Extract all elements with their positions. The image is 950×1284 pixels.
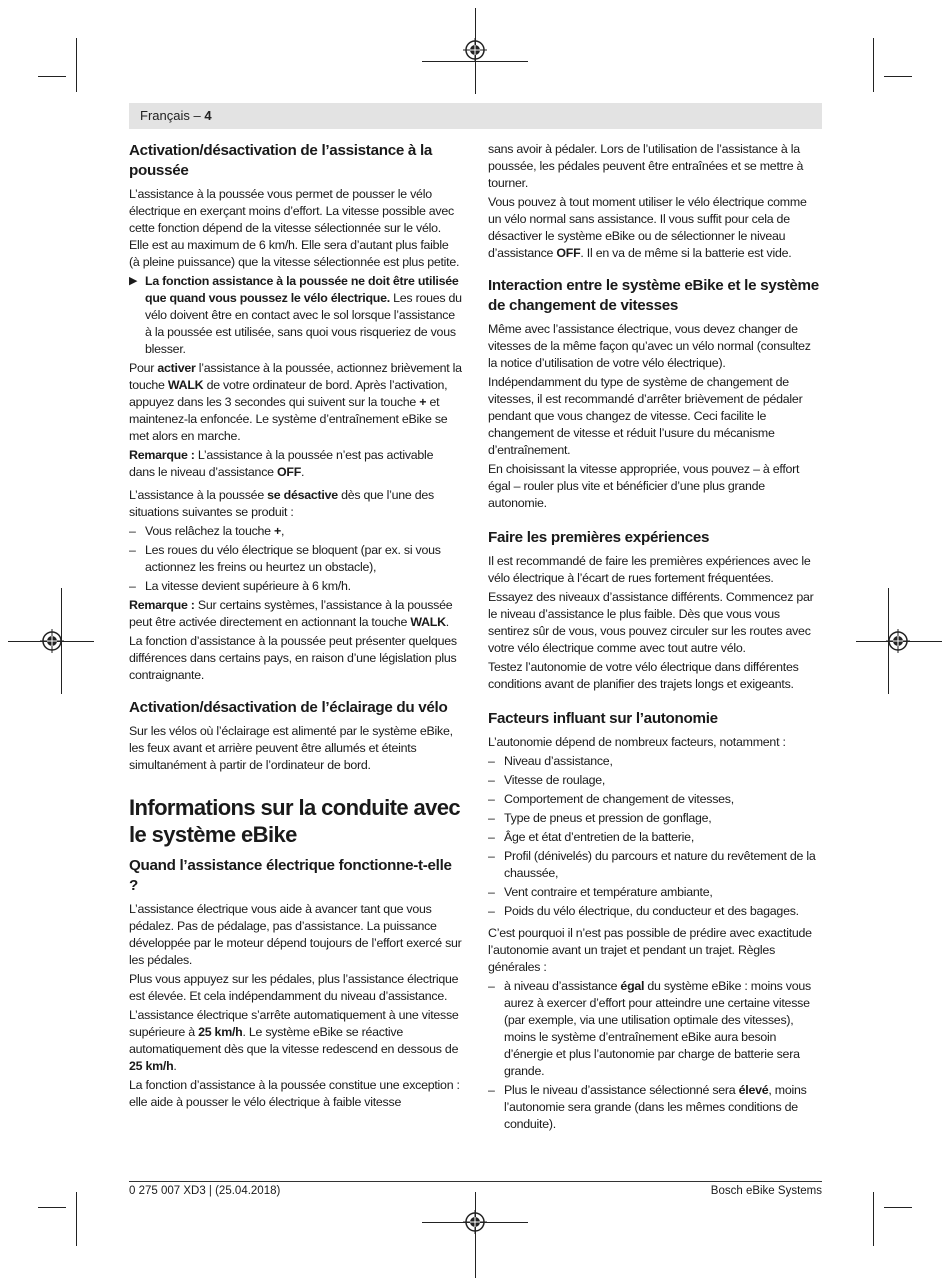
- paragraph: L’autonomie dépend de nombreux facteurs, notamment :: [488, 735, 786, 749]
- text-run: .: [173, 1059, 177, 1073]
- text-run: de votre ordinateur de bord. Après l’activation, appuyez dans les 3 secondes qui suivent sur la touche: [129, 378, 448, 409]
- footer-brand: Bosch eBike Systems: [710, 1185, 822, 1197]
- crop-mark: [884, 1207, 912, 1208]
- text-run-bold: +: [274, 524, 282, 538]
- paragraph: sans avoir à pédaler. Lors de l’utilisation de l’assistance à la poussée, les pédales peuvent être entraînées et se mettre à tourner.: [488, 142, 804, 190]
- crop-mark: [873, 1192, 874, 1246]
- paragraph: [488, 194, 821, 262]
- paragraph: Plus vous appuyez sur les pédales, plus l’assistance électrique est élevée. Et cela indépendamment du niveau d’assistance.: [129, 972, 459, 1003]
- text-run: L’assistance électrique s’arrête automatiquement à une vitesse supérieure à: [129, 1008, 459, 1039]
- warning-text: Les roues du vélo doivent être en contact avec le sol lorsque l’assistance à la poussée est utilisée, sans quoi vous risqueriez de vous blesser.: [145, 291, 462, 356]
- paragraph: En choisissant la vitesse appropriée, vous pouvez – à effort égal – rouler plus vite et bénéficier d’une plus grande autonomie.: [488, 462, 800, 510]
- registration-line: [475, 1192, 476, 1278]
- paragraph: Testez l’autonomie de votre vélo électrique dans différentes conditions avant de planifier des trajets longs et exigeants.: [488, 660, 799, 691]
- crop-mark: [873, 38, 874, 92]
- section-title: Interaction entre le système eBike et le système de changement de vitesses: [488, 277, 819, 314]
- remark: [129, 447, 462, 481]
- remark-label: Remarque :: [129, 598, 195, 612]
- text-run: L’assistance à la poussée n’est pas activable dans le niveau d’assistance: [129, 448, 434, 479]
- text-run-bold: WALK: [410, 615, 446, 629]
- paragraph: L’assistance électrique vous aide à avancer tant que vous pédalez. Pas de pédalage, pas d’assistance. La puissance développée par le moteur dépend toujours de l’effort exercé sur les pédales.: [129, 902, 462, 967]
- text-run-bold: élevé: [738, 1083, 769, 1097]
- paragraph: La fonction d’assistance à la poussée constitue une exception : elle aide à pousser le vélo électrique à faible vitesse: [129, 1078, 460, 1109]
- paragraph: Il est recommandé de faire les premières expériences avec le vélo électrique à l’écart de rues fortement fréquentées.: [488, 554, 811, 585]
- paragraph: [129, 360, 462, 445]
- crop-mark: [76, 38, 77, 92]
- registration-mark-icon: [463, 1210, 487, 1234]
- list-item: – Poids du vélo électrique, du conducteur et des bagages.: [488, 903, 821, 920]
- crop-mark: [884, 76, 912, 77]
- section-title: Facteurs influant sur l’autonomie: [488, 710, 718, 727]
- list-item: – Les roues du vélo électrique se bloquent (par ex. si vous actionnez les freins ou heurtez un obstacle),: [129, 542, 462, 576]
- text-run: .: [445, 615, 449, 629]
- text-run: l’assistance à la poussée, actionnez brièvement la touche: [129, 361, 462, 392]
- header-language: Français –: [140, 108, 201, 123]
- paragraph: La fonction d’assistance à la poussée peut présenter quelques différences dans certains pays, en raison d’une législation plus contraignante.: [129, 634, 457, 682]
- text-run: Sur certains systèmes, l’assistance à la poussée peut être activée directement en actionnant la touche: [129, 598, 453, 629]
- text-run-bold: égal: [620, 979, 645, 993]
- paragraph: L’assistance à la poussée vous permet de pousser le vélo électrique en exerçant moins d’effort. La vitesse possible avec cette fonction dépend de la vitesse sélectionnée sur le vélo. Elle est au maximum de 6 km/h. Elle sera d’autant plus faible (à pleine puissance) que la vitesse sélectionnée est plus petite.: [129, 187, 460, 269]
- section-title: Faire les premières expériences: [488, 529, 710, 546]
- list-item: – Vitesse de roulage,: [488, 772, 821, 789]
- chapter-title: Informations sur la conduite avec le système eBike: [129, 795, 461, 847]
- page-header: [129, 103, 822, 129]
- text-run: Vous pouvez à tout moment utiliser le vélo électrique comme un vélo normal sans assistance. Il vous suffit pour cela de désactiver le système eBike ou de sélectionner le niveau d’assistance: [488, 195, 807, 260]
- crop-mark: [38, 1207, 66, 1208]
- list-item: – La vitesse devient supérieure à 6 km/h.: [129, 578, 462, 595]
- paragraph: [129, 487, 462, 521]
- paragraph: Même avec l’assistance électrique, vous devez changer de vitesses de la même façon qu’avec un vélo normal (consultez la notice d’utilisation de votre vélo électrique).: [488, 322, 811, 370]
- list-item: – Niveau d’assistance,: [488, 753, 821, 770]
- remark-label: Remarque :: [129, 448, 195, 462]
- paragraph: [129, 1007, 462, 1075]
- list-item: – Profil (dénivelés) du parcours et nature du revêtement de la chaussée,: [488, 848, 821, 882]
- text-run: . Il en va de même si la batterie est vide.: [580, 246, 792, 260]
- text-run-bold: +: [419, 395, 427, 409]
- text-run: Vous relâchez la touche: [145, 524, 275, 538]
- text-run: Plus le niveau d’assistance sélectionné sera: [504, 1083, 739, 1097]
- list-item: [129, 523, 462, 540]
- registration-mark-icon: [886, 629, 910, 653]
- registration-mark-icon: [40, 629, 64, 653]
- text-run-bold: se désactive: [267, 488, 338, 502]
- registration-mark-icon: [463, 38, 487, 62]
- text-run: à niveau d’assistance: [504, 979, 621, 993]
- text-run: Pour: [129, 361, 158, 375]
- list-item: [488, 978, 821, 1080]
- section-title: Activation/désactivation de l’assistance à la poussée: [129, 142, 433, 179]
- list-item: – Type de pneus et pression de gonflage,: [488, 810, 821, 827]
- text-run-bold: WALK: [167, 378, 204, 392]
- text-run: du système eBike : moins vous aurez à exercer d’effort pour atteindre une certaine vitesse (par exemple, via une utilisation optimale des vitesses), moins le système d’entraînement eBike aura besoin d’énergie et plus l’autonomie par charge de batterie sera grande.: [504, 979, 811, 1078]
- list-item: – Vent contraire et température ambiante,: [488, 884, 821, 901]
- text-run: dès que l’une des situations suivantes se produit :: [129, 488, 434, 519]
- text-run: et maintenez-la enfoncée. Le système d’entraînement eBike se met alors en marche.: [129, 395, 448, 443]
- crop-mark: [38, 76, 66, 77]
- text-run-bold: 25 km/h: [129, 1059, 174, 1073]
- paragraph: Indépendamment du type de système de changement de vitesses, il est recommandé d’arrêter brièvement de pédaler pendant que vous changez de vitesse. Ceci facilite le changement de vitesse et réduit l’usure du mécanisme d’entraînement.: [488, 375, 803, 457]
- text-run: L’assistance à la poussée: [129, 488, 268, 502]
- crop-mark: [76, 1192, 77, 1246]
- text-run-bold: OFF: [556, 246, 581, 260]
- text-run: . Le système eBike se réactive automatiquement dès que la vitesse redescend en dessous de: [129, 1025, 459, 1056]
- page-number: 4: [204, 108, 212, 123]
- footer-document-number: 0 275 007 XD3 | (25.04.2018): [129, 1185, 281, 1197]
- paragraph: Sur les vélos où l’éclairage est alimenté par le système eBike, les feux avant et arrière peuvent être allumés et éteints simultanément à partir de l’ordinateur de bord.: [129, 724, 453, 772]
- text-run-bold: OFF: [276, 465, 302, 479]
- text-run: .: [301, 465, 305, 479]
- text-run-bold: 25 km/h: [198, 1025, 243, 1039]
- text-run: ,: [281, 524, 285, 538]
- list-item: [488, 1082, 821, 1133]
- warning-note: [129, 273, 462, 358]
- paragraph: C’est pourquoi il n’est pas possible de prédire avec exactitude l’autonomie avant un trajet et pendant un trajet. Règles générales :: [488, 926, 812, 974]
- text-run-bold: activer: [157, 361, 196, 375]
- remark: [129, 597, 462, 631]
- footer-divider: [129, 1181, 822, 1182]
- warning-bold: La fonction assistance à la poussée ne doit être utilisée que quand vous poussez le vélo électrique.: [145, 274, 459, 305]
- text-run: , moins l’autonomie sera grande (dans les mêmes conditions de conduite).: [504, 1083, 807, 1131]
- left-column: [129, 141, 462, 1113]
- right-column: [488, 141, 821, 1135]
- header-text: [140, 108, 212, 124]
- paragraph: Essayez des niveaux d’assistance différents. Commencez par le niveau d’assistance le plus faible. Dès que vous vous sentirez sûr de vous, vous pouvez circuler sur les routes avec votre vélo électrique comme avec tout autre vélo.: [488, 590, 814, 655]
- section-title: Quand l’assistance électrique fonctionne-t-elle ?: [129, 857, 452, 894]
- triangle-right-icon: ▶: [129, 275, 138, 287]
- list-item: – Âge et état d’entretien de la batterie,: [488, 829, 821, 846]
- section-title: Activation/désactivation de l’éclairage du vélo: [129, 699, 448, 716]
- list-item: – Comportement de changement de vitesses,: [488, 791, 821, 808]
